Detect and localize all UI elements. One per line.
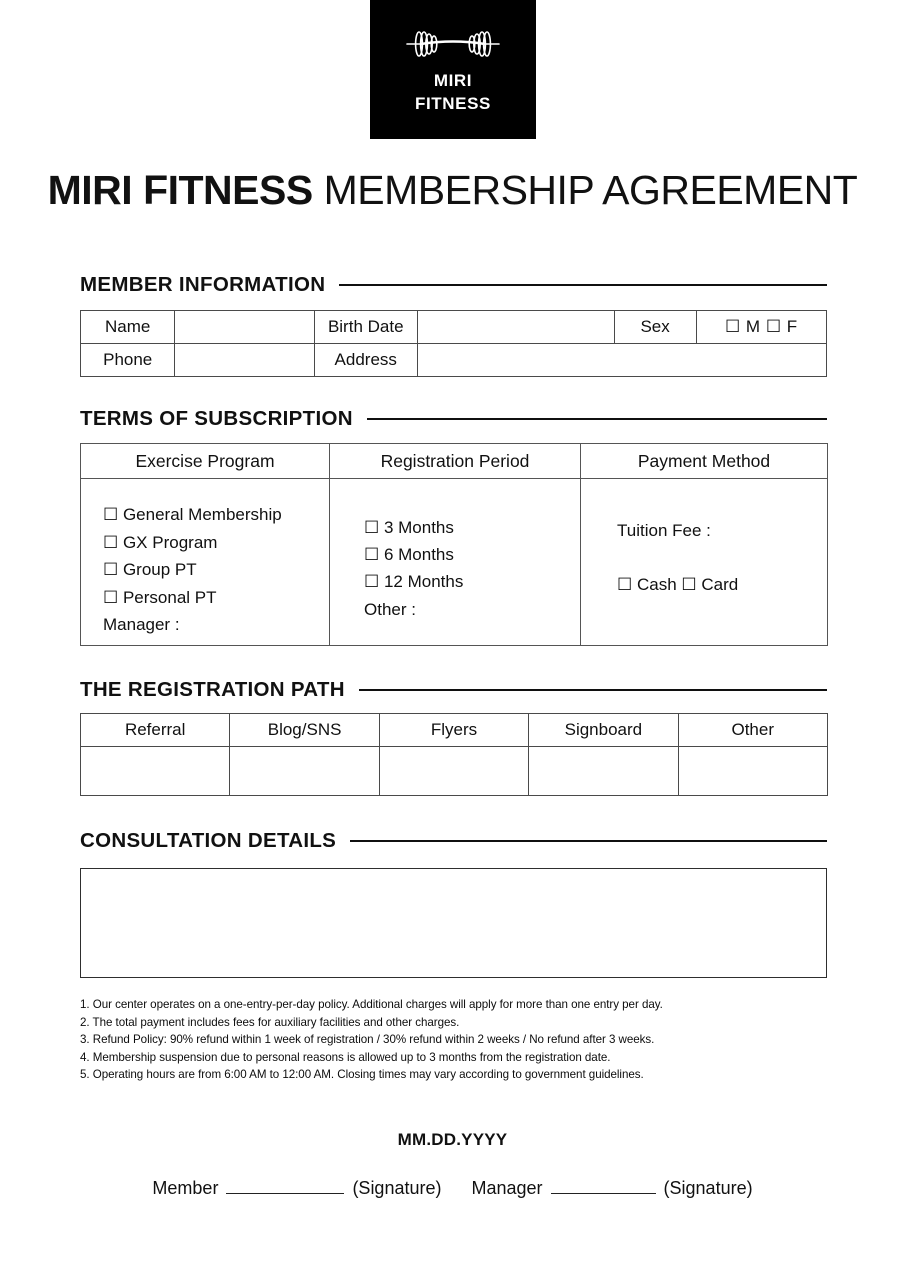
member-label: Member [152,1178,219,1198]
policy-term-5: 5. Operating hours are from 6:00 AM to 12:00 AM. Closing times may vary according to government guidelines. [80,1068,644,1082]
section-label: MEMBER INFORMATION [80,273,326,296]
name-label: Name [81,311,175,344]
referral-input[interactable] [81,747,230,796]
other-period-field[interactable]: Other : [364,599,416,619]
address-label: Address [314,344,417,377]
name-input[interactable] [175,311,315,344]
column-header-exercise-program: Exercise Program [81,444,330,479]
other-input[interactable] [678,747,827,796]
manager-field[interactable]: Manager : [103,615,180,635]
table-row [81,747,828,796]
registration-path-table [80,713,828,796]
column-header-registration-period: Registration Period [330,444,581,479]
policy-term-1: 1. Our center operates on a one-entry-per-day policy. Additional charges will apply for more than one entry per day. [80,998,663,1011]
section-rule [350,840,827,842]
phone-input[interactable] [175,344,315,377]
checkbox-group-pt[interactable]: ☐ Group PT [103,560,197,580]
logo-line-1: MIRI [433,70,473,90]
registration-period-options [330,479,580,623]
sex-checkbox-group[interactable]: ☐ M ☐ F [696,311,826,344]
birth-date-label: Birth Date [314,311,417,344]
policy-term-2: 2. The total payment includes fees for auxiliary facilities and other charges. [80,1015,460,1029]
payment-checkbox-group[interactable]: ☐ Cash ☐ Card [617,575,739,594]
exercise-program-options [81,479,329,639]
column-header-other: Other [678,714,827,747]
section-header-consultation-details [80,829,827,853]
column-header-payment-method: Payment Method [581,444,828,479]
signboard-input[interactable] [529,747,678,796]
manager-signature-group [471,1178,752,1199]
section-rule [359,689,827,691]
table-header-row [81,444,828,479]
logo-line-2: FITNESS [415,93,491,113]
logo-text [415,70,491,116]
checkbox-general-membership[interactable]: ☐ General Membership [103,505,282,524]
birth-date-input[interactable] [417,311,614,344]
column-header-flyers: Flyers [379,714,528,747]
table-row [81,311,827,344]
section-rule [367,418,827,420]
column-header-signboard: Signboard [529,714,678,747]
payment-method-cell [581,479,828,646]
table-header-row [81,714,828,747]
manager-signature-input[interactable] [551,1179,656,1194]
section-label: CONSULTATION DETAILS [80,829,337,852]
exercise-program-cell [81,479,330,646]
page-title [0,167,905,213]
address-input[interactable] [417,344,826,377]
column-header-blog-sns: Blog/SNS [230,714,379,747]
policy-term-3: 3. Refund Policy: 90% refund within 1 week of registration / 30% refund within 2 weeks / No refund after 3 weeks. [80,1033,655,1047]
page-title-brand: MIRI FITNESS [47,167,313,213]
table-row [81,479,828,646]
section-label: THE REGISTRATION PATH [80,678,345,701]
page-title-rest: MEMBERSHIP AGREEMENT [312,167,858,213]
manager-label: Manager [471,1178,543,1198]
table-row [81,344,827,377]
blog-sns-input[interactable] [230,747,379,796]
section-header-terms-of-subscription [80,407,827,431]
consultation-details-input[interactable] [80,868,827,978]
sex-label: Sex [614,311,696,344]
terms-of-subscription-table [80,443,828,646]
checkbox-personal-pt[interactable]: ☐ Personal PT [103,587,217,607]
policy-term-4: 4. Membership suspension due to personal reasons is allowed up to 3 months from the registration date. [80,1050,611,1064]
phone-label: Phone [81,344,175,377]
member-signature-note: (Signature) [352,1178,442,1198]
member-information-table [80,310,827,377]
member-signature-group [152,1178,441,1199]
checkbox-gx-program[interactable]: ☐ GX Program [103,532,218,552]
policy-terms-list [80,996,840,1084]
checkbox-6-months[interactable]: ☐ 6 Months [364,545,454,565]
section-header-member-information [80,273,827,297]
manager-signature-note: (Signature) [663,1178,753,1198]
column-header-referral: Referral [81,714,230,747]
signature-row [0,1178,905,1199]
payment-method-options [581,479,827,595]
section-label: TERMS OF SUBSCRIPTION [80,407,353,430]
checkbox-12-months[interactable]: ☐ 12 Months [364,572,464,592]
brand-logo [370,0,536,139]
agreement-date-field[interactable]: MM.DD.YYYY [397,1130,508,1149]
section-header-registration-path [80,678,827,702]
registration-period-cell [330,479,581,646]
section-rule [339,284,827,286]
flyers-input[interactable] [379,747,528,796]
barbell-icon [399,24,507,64]
checkbox-3-months[interactable]: ☐ 3 Months [364,518,454,537]
member-signature-input[interactable] [226,1179,344,1194]
tuition-fee-field[interactable]: Tuition Fee : [617,521,711,540]
